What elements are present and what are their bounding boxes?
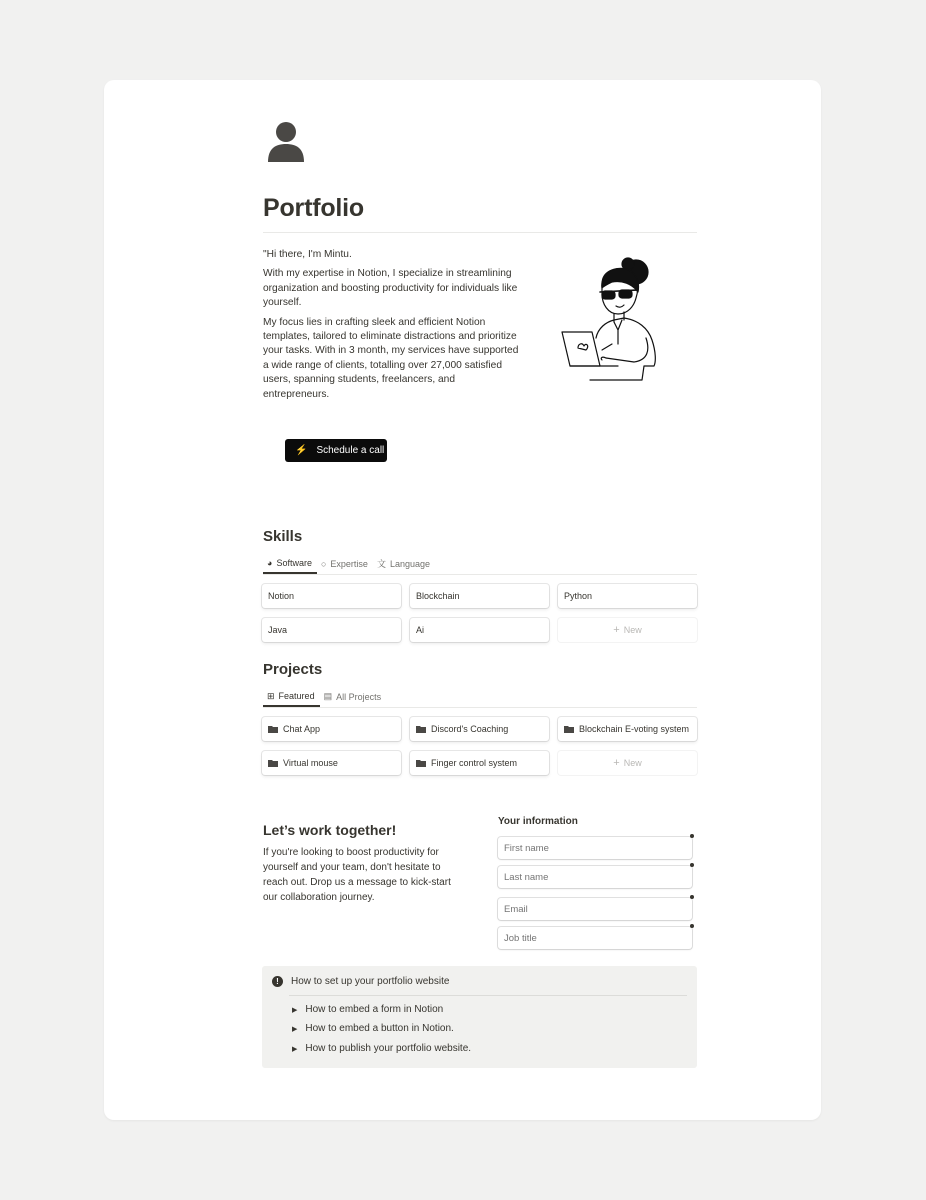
required-indicator xyxy=(690,834,694,838)
tab-label: All Projects xyxy=(336,691,382,702)
required-indicator xyxy=(690,895,694,899)
projects-heading: Projects xyxy=(263,661,323,678)
projects-gallery xyxy=(262,717,698,775)
projects-tabs xyxy=(263,687,697,708)
skill-card[interactable] xyxy=(410,618,549,642)
project-card[interactable] xyxy=(262,717,401,741)
form-title: Your information xyxy=(498,816,578,827)
folder-icon xyxy=(416,725,426,733)
callout-header xyxy=(272,976,449,987)
first-name-field[interactable] xyxy=(498,837,692,859)
toggle-triangle-icon[interactable]: ▶ xyxy=(292,1045,298,1053)
intro-paragraph: My focus lies in crafting sleek and efficient Notion templates, tailored to eliminate distractions and prioritize your tasks. With in 3 month, my services have supported a wide range of clients, totalling over 27,000 satisfied users, spanning students, freelancers, and entrepreneurs. xyxy=(263,316,519,400)
tab-expertise[interactable] xyxy=(317,554,373,573)
folder-icon xyxy=(268,759,278,767)
software-icon: ◕ xyxy=(267,558,273,568)
intro-greeting: "Hi there, I'm Mintu. xyxy=(263,249,352,260)
skills-heading: Skills xyxy=(263,528,303,545)
intro-text xyxy=(263,248,521,407)
project-name: Chat App xyxy=(283,724,321,734)
required-indicator xyxy=(690,863,694,867)
new-label: New xyxy=(623,758,642,768)
toggle-triangle-icon[interactable]: ▶ xyxy=(292,1006,298,1014)
tab-software[interactable] xyxy=(263,554,317,574)
table-icon: ▤ xyxy=(323,691,333,701)
skills-gallery xyxy=(262,584,698,642)
project-name: Finger control system xyxy=(431,758,518,768)
callout-title: How to set up your portfolio website xyxy=(291,976,450,987)
project-name: Virtual mouse xyxy=(283,758,338,768)
folder-icon xyxy=(268,725,278,733)
circle-icon: ○ xyxy=(320,558,327,569)
schedule-call-button[interactable] xyxy=(285,439,387,462)
setup-callout xyxy=(262,966,697,1068)
project-card[interactable] xyxy=(558,717,697,741)
skill-card[interactable] xyxy=(262,584,401,608)
tab-label: Language xyxy=(389,558,430,569)
job-title-field[interactable] xyxy=(498,927,692,949)
email-field[interactable] xyxy=(498,898,692,920)
title-divider xyxy=(263,232,697,233)
toggle-item[interactable] xyxy=(292,1023,454,1034)
callout-divider xyxy=(289,995,687,996)
folder-icon xyxy=(416,759,426,767)
page-title: Portfolio xyxy=(263,194,364,222)
skill-card[interactable] xyxy=(262,618,401,642)
tab-label: Featured xyxy=(278,691,315,701)
lightning-icon: ⚡ xyxy=(295,445,308,456)
alert-icon: ! xyxy=(272,976,283,987)
user-icon[interactable] xyxy=(266,120,306,164)
skills-tabs xyxy=(263,554,697,575)
skill-name: Ai xyxy=(416,625,425,635)
tab-label: Software xyxy=(276,558,312,568)
contact-heading: Let’s work together! xyxy=(263,822,397,838)
skill-card[interactable] xyxy=(558,584,697,608)
gallery-icon: ⊞ xyxy=(267,690,275,701)
skill-name: Blockchain xyxy=(416,591,460,601)
tab-label: Expertise xyxy=(330,558,368,569)
project-card[interactable] xyxy=(410,751,549,775)
toggle-label: How to publish your portfolio website. xyxy=(305,1043,472,1054)
skill-name: Notion xyxy=(268,591,295,601)
toggle-label: How to embed a button in Notion. xyxy=(305,1023,454,1034)
project-name: Discord's Coaching xyxy=(431,724,509,734)
contact-description: If you're looking to boost productivity for yourself and your team, don't hesitate to reach out. Drop us a message to kick-start our collaboration journey. xyxy=(263,847,451,903)
toggle-item[interactable] xyxy=(292,1004,443,1015)
project-name: Blockchain E-voting system xyxy=(579,724,690,734)
tab-all-projects[interactable] xyxy=(320,687,387,706)
toggle-item[interactable] xyxy=(292,1043,471,1054)
schedule-call-label: Schedule a call xyxy=(316,445,385,456)
skill-name: Python xyxy=(564,591,593,601)
last-name-field[interactable] xyxy=(498,866,692,888)
new-skill-button[interactable] xyxy=(558,618,697,642)
intro-paragraph: With my expertise in Notion, I specialize in streamlining organization and boosting productivity for individuals like yourself. xyxy=(263,268,518,309)
project-card[interactable] xyxy=(262,751,401,775)
page-card xyxy=(104,80,821,1120)
toggle-label: How to embed a form in Notion xyxy=(305,1004,444,1015)
language-icon: 文 xyxy=(376,559,386,569)
folder-icon xyxy=(564,725,574,733)
toggle-triangle-icon[interactable]: ▶ xyxy=(292,1025,298,1033)
required-indicator xyxy=(690,924,694,928)
project-card[interactable] xyxy=(410,717,549,741)
skill-card[interactable] xyxy=(410,584,549,608)
skill-name: Java xyxy=(268,625,288,635)
tab-language[interactable] xyxy=(373,554,435,573)
plus-icon: + xyxy=(613,623,620,636)
plus-icon: + xyxy=(613,756,620,769)
tab-featured[interactable] xyxy=(263,687,320,707)
new-label: New xyxy=(623,625,642,635)
person-with-laptop-illustration xyxy=(556,254,664,386)
new-project-button[interactable] xyxy=(558,751,697,775)
